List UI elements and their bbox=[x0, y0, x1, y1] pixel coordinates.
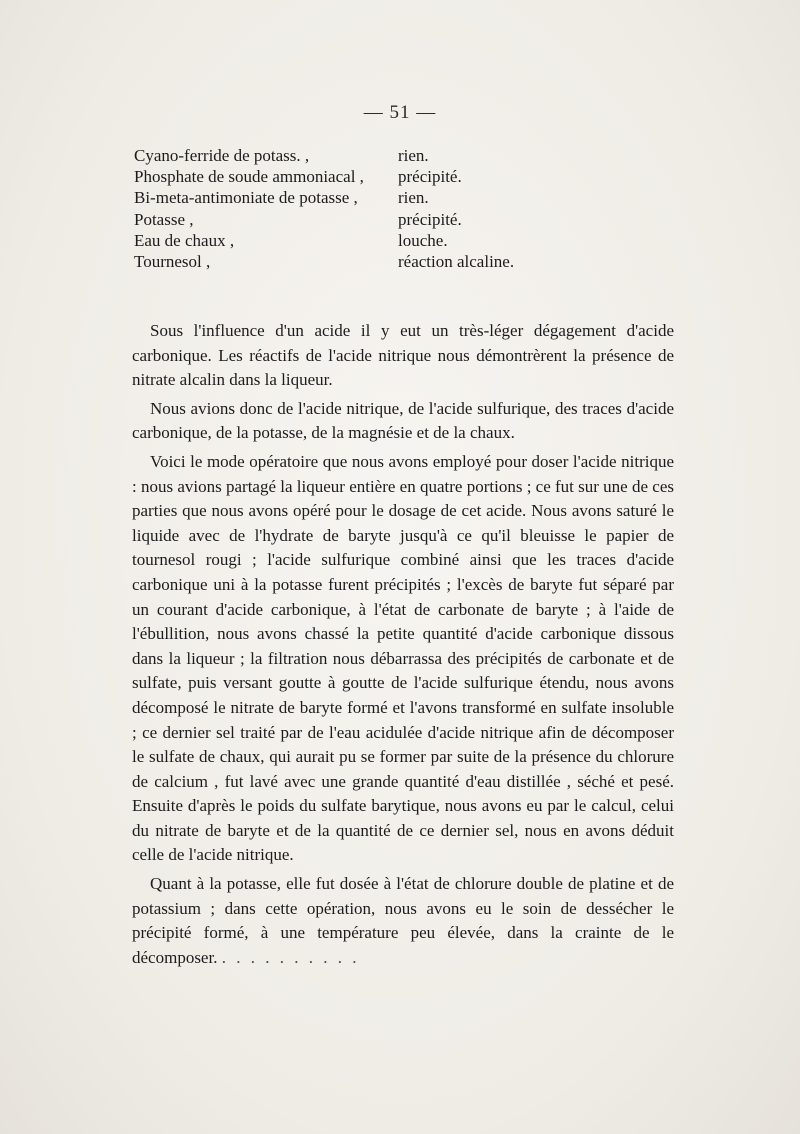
reagent-name: Bi-meta-antimoniate de potasse , bbox=[134, 188, 358, 208]
reagent-row bbox=[134, 166, 554, 187]
reagent-name: Tournesol , bbox=[134, 251, 211, 271]
reagent-result: précipité. bbox=[398, 209, 462, 229]
leader-dots: . . . . . . . . . . bbox=[221, 947, 360, 967]
reagent-row bbox=[134, 187, 554, 208]
reagent-result: précipité. bbox=[398, 167, 462, 187]
paragraph: Nous avions donc de l'acide nitrique, de l'acide sulfurique, des traces d'acide carbonique, de la potasse, de la magnésie et de la chaux. bbox=[132, 398, 674, 443]
reagent-result: rien. bbox=[398, 188, 429, 208]
paragraph: Voici le mode opératoire que nous avons employé pour doser l'acide nitrique : nous avions partagé la liqueur entière en quatre portions ; ce fut sur une de ces parties que nous avons opéré pour le dosage de cet acide. Nous avons saturé le liquide avec de l'hydrate de baryte jusqu'à ce qu'il bleuisse le papier de tournesol rougi ; l'acide sulfurique combiné ainsi que les traces d'acide carbonique uni à la potasse furent précipités ; l'excès de baryte fut séparé par un courant d'acide carbonique, à l'état de carbonate de baryte ; à l'aide de l'ébullition, nous avons chassé la petite quantité d'acide carbonique dissous dans la liqueur ; la filtration nous débarrassa des précipités de carbonate et de sulfate, puis versant goutte à goutte de l'acide sulfurique étendu, nous avons décomposé le nitrate de baryte formé et l'avons transformé en sulfate insoluble ; ce dernier sel traité par de l'eau acidulée d'acide nitrique afin de décomposer le sulfate de chaux, qui aurait pu se former par suite de la présence du chlorure de calcium , fut lavé avec une grande quantité d'eau distillée , séché et pesé. Ensuite d'après le poids du sulfate barytique, nous avons eu par le calcul, celui du nitrate de baryte et de la quantité de ce dernier sel, nous en avons déduit celle de l'acide nitrique. bbox=[132, 451, 674, 865]
paragraph-text: Quant à la potasse, elle fut dosée à l'état de chlorure double de platine et de potassium ; dans cette opération, nous avons eu le soin de dessécher le précipité formé, à une température peu élevée, dans la crainte de le décomposer. bbox=[132, 874, 674, 967]
page-number: — 51 — bbox=[363, 102, 437, 123]
reagent-name: Potasse , bbox=[134, 209, 194, 229]
paragraph: Sous l'influence d'un acide il y eut un très-léger dégagement d'acide carbonique. Les réactifs de l'acide nitrique nous démontrèrent la présence de nitrate alcalin dans la liqueur. bbox=[132, 321, 674, 390]
reagent-row bbox=[134, 209, 554, 230]
reagent-result: réaction alcaline. bbox=[398, 251, 515, 271]
reagent-name: Cyano-ferride de potass. , bbox=[134, 146, 310, 165]
reagent-row bbox=[134, 145, 554, 166]
reagent-result: louche. bbox=[398, 230, 448, 250]
reagent-name: Phosphate de soude ammoniacal , bbox=[134, 167, 364, 187]
paragraph bbox=[132, 872, 674, 970]
reagent-name: Eau de chaux , bbox=[134, 230, 235, 250]
reagent-result: rien. bbox=[398, 146, 429, 165]
body-text bbox=[132, 319, 674, 974]
reagent-table bbox=[134, 145, 554, 272]
reagent-row bbox=[134, 230, 554, 251]
reagent-row bbox=[134, 251, 554, 272]
